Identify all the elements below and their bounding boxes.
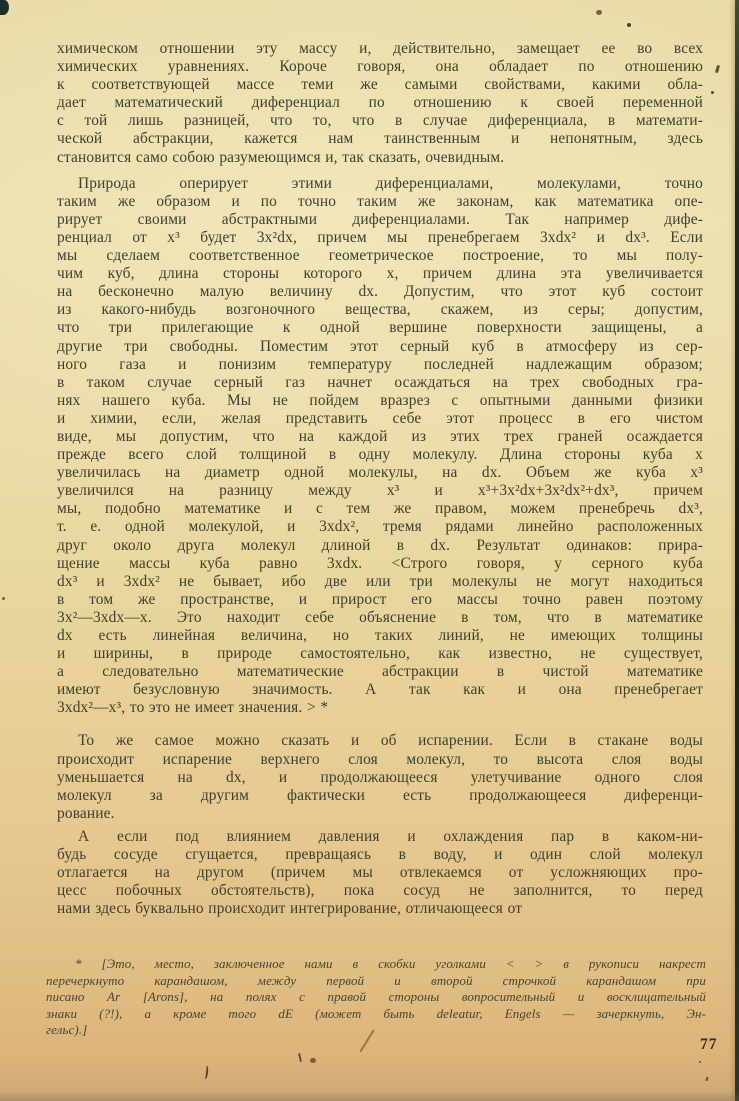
text-line: а следовательно математические абстракции в чистой математике <box>57 663 703 681</box>
paragraph-1 <box>57 40 703 167</box>
scan-corner-blemish <box>0 0 9 15</box>
scan-edge-right <box>735 0 739 1101</box>
text-line: перечеркнуто карандашом, между первой и второй строчкой карандашом при <box>46 972 706 988</box>
text-line: отлагается на другом (причем мы отвлекаемся от усложняющих про- <box>57 864 703 882</box>
text-line: 3x²—3xdx—x. Это находит себе объяснение в том, что в математике <box>57 608 703 626</box>
text-line: химическом отношении эту массу и, действительно, замещает ее во всех <box>57 40 703 57</box>
text-line: щение массы куба равно 3xdx. <Строго говоря, у серного куба <box>57 554 703 572</box>
text-line: увеличился на разницу между x³ и x³+3x²dx+3x²dx²+dx³, причем <box>57 482 703 500</box>
paragraph-3 <box>57 732 703 822</box>
text-line: цесс побочных обстоятельств), пока сосуд не заполнится, то перед <box>57 882 703 900</box>
text-line: мы сделаем соответственное геометрическое построение, то мы полу- <box>57 247 703 265</box>
ink-speck <box>715 65 720 74</box>
text-line: dx есть линейная величина, но таких линий, не имеющих толщины <box>57 627 703 644</box>
text-line: dx³ и 3xdx² не бывает, ибо две или три молекулы не могут находиться <box>57 572 703 590</box>
text-line: увеличилась на диаметр одной молекулы, на dx. Объем же куба x³ <box>57 464 703 482</box>
pen-mark <box>298 1053 302 1062</box>
text-line: уменьшается на dx, и продолжающееся улетучивание одного слоя <box>57 768 703 786</box>
page-number: 77 <box>700 1036 718 1053</box>
text-line: к соответствующей массе теми же самыми свойствами, какими обла- <box>57 76 703 94</box>
text-line: ного газа и понизим температуру последней надлежащим образом; <box>57 355 703 373</box>
text-line: друг около друга молекул длиной в dx. Результат одинаков: прира- <box>57 536 703 554</box>
paragraph-2 <box>57 175 703 718</box>
text-line: молекул за другим фактически есть продолжающееся диференци- <box>57 786 703 804</box>
text-line: таким же образом и по точно таким же законам, как математика опе- <box>57 192 703 210</box>
text-line: виде, мы допустим, что на каждой из этих трех граней осаждается <box>57 427 703 445</box>
text-line: дает математический диференциал по отношению к своей переменной <box>57 94 703 112</box>
page-bottom-shadow <box>0 1091 739 1101</box>
text-line: мы, подобно математике и с тем же правом, можем пренебречь dx³, <box>57 500 703 518</box>
text-line: становится само собою разумеющимся и, так сказать, очевидным. <box>57 148 505 166</box>
text-line: имеют безусловную значимость. А так как и она пренебрегает <box>57 681 703 699</box>
text-line: рование. <box>57 804 115 822</box>
text-line: То же самое можно сказать и об испарении. Если в стакане воды <box>78 732 703 750</box>
text-line: * [Это, место, заключенное нами в скобки уголками < > в рукописи накрест <box>75 956 706 971</box>
text-line: и ширины, в природе самостоятельно, как известно, не существует, <box>57 645 703 663</box>
text-line: что три прилегающие к одной вершине поверхности защищены, а <box>57 319 703 337</box>
text-line: т. е. одной молекулой, и 3xdx², тремя рядами линейно расположенных <box>57 518 703 536</box>
text-line: на бесконечно малую величину dx. Допустим, что этот куб состоит <box>57 283 703 301</box>
text-line: из какого-нибудь возгоночного вещества, скажем, из серы; допустим, <box>57 301 703 319</box>
ink-speck <box>699 1061 701 1063</box>
paragraph-4 <box>57 828 703 918</box>
main-text-block <box>57 40 703 918</box>
text-line: рирует своими абстрактными диференциалами. Так например дифе- <box>57 210 703 228</box>
text-line: ческой абстракции, кажется нам таинственным и непонятным, здесь <box>57 130 703 148</box>
text-line: с той лишь разницей, что то, что в случае диференциала, в математи- <box>57 112 703 130</box>
text-line: знаки (?!), а кроме того dE (может быть deleatur, Engels — зачеркнуть, Эн- <box>46 1005 706 1021</box>
text-line: в том же пространстве, и прирост его массы точно равен поэтому <box>57 590 703 608</box>
pen-mark <box>205 1066 209 1079</box>
text-line: писано Ar [Arons], на полях с правой стороны вопросительный и восклицательный <box>46 989 706 1005</box>
text-line: другие три свободны. Поместим этот серный куб в атмосферу из сер- <box>57 337 703 355</box>
text-line: 3xdx²—x³, то это не имеет значения. > * <box>57 699 329 717</box>
text-line: химических уравнениях. Короче говоря, она обладает по отношению <box>57 58 703 76</box>
text-line: чим куб, длина стороны которого x, причем длина эта увеличивается <box>57 265 703 283</box>
ink-speck <box>711 91 714 94</box>
text-line: в таком случае серный газ начнет осаждаться на трех свободных гра- <box>57 373 703 391</box>
ink-blot <box>310 1058 316 1063</box>
text-line: происходит испарение верхнего слоя молекул, то высота слоя воды <box>57 750 703 768</box>
ink-speck <box>705 1077 708 1081</box>
ink-speck <box>596 10 602 15</box>
text-line: будь сосуде сгущается, превращаясь в воду, и один слой молекул <box>57 846 703 864</box>
footnote <box>46 956 706 1039</box>
text-line: и химии, если, желая представить себе этот процесс в его чистом <box>57 409 703 427</box>
text-line: прежде всего слой толщиной в одну молекулу. Длина стороны куба x <box>57 446 703 464</box>
ink-speck <box>627 23 631 27</box>
text-line: гельс).] <box>46 1022 88 1038</box>
text-line: Природа оперирует этими диференциалами, молекулами, точно <box>78 174 703 192</box>
text-line: нях нашего куба. Мы не пойдем вразрез с опытными данными физики <box>57 391 703 409</box>
text-line: ренциал от x³ будет 3x²dx, причем мы пренебрегаем 3xdx² и dx³. Если <box>57 228 703 246</box>
ink-speck <box>2 597 5 600</box>
text-line: нами здесь буквально происходит интегрирование, отличающееся от <box>57 900 523 918</box>
text-line: А если под влиянием давления и охлаждения пар в каком-ни- <box>78 827 703 845</box>
